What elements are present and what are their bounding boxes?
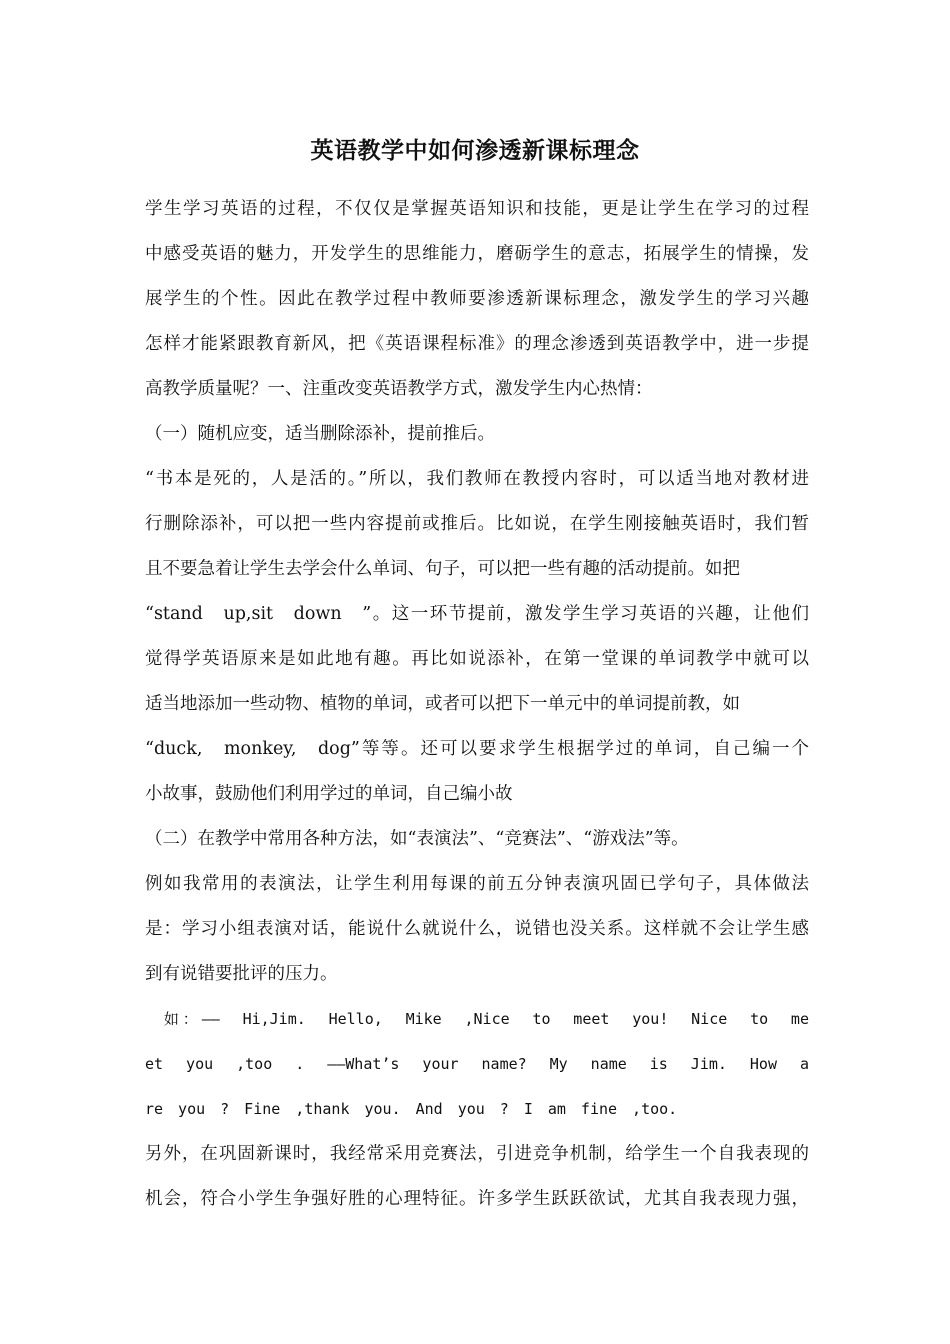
paragraph-line: 展学生的个性。因此在教学过程中教师要渗透新课标理念，激发学生的学习兴趣	[145, 289, 809, 309]
paragraph-line: 且不要急着让学生去学会什么单词、句子，可以把一些有趣的活动提前。如把	[145, 559, 740, 579]
paragraph-line: 高教学质量呢？一、注重改变英语教学方式，激发学生内心热情：	[145, 379, 653, 399]
paragraph-line: 另外，在巩固新课时，我经常采用竞赛法，引进竞争机制，给学生一个自我表现的	[145, 1144, 809, 1164]
paragraph-line: 到有说错要批评的压力。	[145, 964, 338, 984]
paragraph-line: 机会，符合小学生争强好胜的心理特征。许多学生跃跃欲试，尤其自我表现力强，	[145, 1189, 809, 1209]
dialogue-line: 如：—— Hi,Jim. Hello, Mike ,Nice to meet you! Nice to me	[145, 1010, 809, 1028]
paragraph-line: 适当地添加一些动物、植物的单词，或者可以把下一单元中的单词提前教，如	[145, 694, 740, 714]
paragraph-line: 行删除添补，可以把一些内容提前或推后。比如说，在学生刚接触英语时，我们暂	[145, 514, 809, 534]
paragraph-line: 觉得学英语原来是如此地有趣。再比如说添补，在第一堂课的单词教学中就可以	[145, 649, 809, 669]
section-heading: （二）在教学中常用各种方法，如“表演法”、“竞赛法”、“游戏法”等。	[145, 829, 689, 849]
paragraph-line: 中感受英语的魅力，开发学生的思维能力，磨砺学生的意志，拓展学生的情操，发	[145, 244, 809, 264]
paragraph-line: 小故事，鼓励他们利用学过的单词，自己编小故	[145, 784, 513, 804]
dialogue-line: et you ,too . ——What’s your name? My name is Jim. How a	[145, 1055, 809, 1073]
paragraph-line: 例如我常用的表演法，让学生利用每课的前五分钟表演巩固已学句子，具体做法	[145, 874, 809, 894]
document-title: 英语教学中如何渗透新课标理念	[310, 137, 640, 164]
section-heading: （一）随机应变，适当删除添补，提前推后。	[145, 424, 495, 444]
paragraph-line: “duck, monkey, dog”等等。还可以要求学生根据学过的单词，自己编一个	[145, 739, 809, 759]
paragraph-line: 学生学习英语的过程，不仅仅是掌握英语知识和技能，更是让学生在学习的过程	[145, 199, 809, 219]
document-body	[145, 187, 809, 1222]
dialogue-line: re you ? Fine ,thank you. And you ? I am fine ,too.	[145, 1100, 678, 1118]
paragraph-line: “stand up,sit down ”。这一环节提前，激发学生学习英语的兴趣，让他们	[145, 604, 809, 624]
paragraph-line: 怎样才能紧跟教育新风，把《英语课程标准》的理念渗透到英语教学中，进一步提	[145, 334, 809, 354]
paragraph-line: “书本是死的，人是活的。”所以，我们教师在教授内容时，可以适当地对教材进	[145, 469, 809, 489]
paragraph-line: 是：学习小组表演对话，能说什么就说什么，说错也没关系。这样就不会让学生感	[145, 919, 809, 939]
